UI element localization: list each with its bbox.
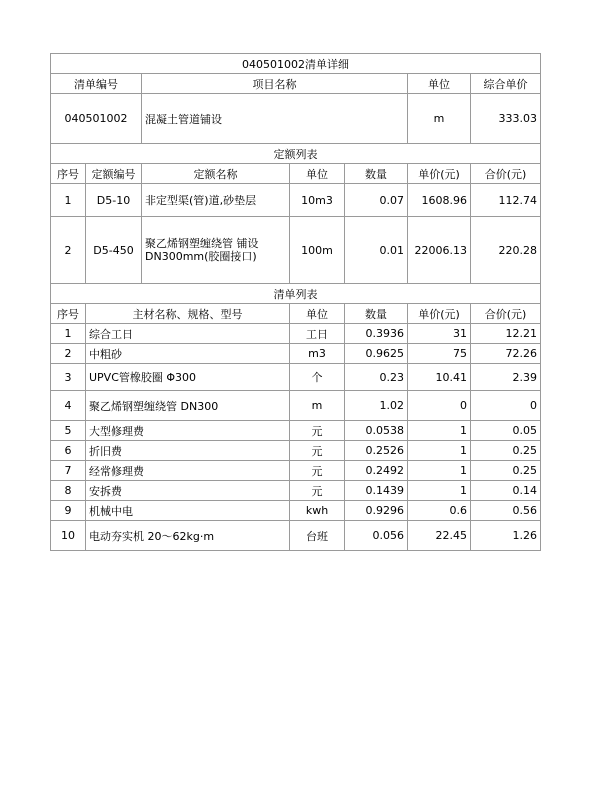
materials-section-title: 清单列表 <box>51 284 541 304</box>
quota-code: D5-450 <box>86 217 142 284</box>
material-total: 0.25 <box>471 461 541 481</box>
table-row <box>51 461 541 481</box>
table-row <box>51 421 541 441</box>
quota-unit-price: 1608.96 <box>408 184 471 217</box>
material-total: 0 <box>471 391 541 421</box>
material-name: 聚乙烯钢塑缠绕管 DN300 <box>86 391 290 421</box>
material-name: UPVC管橡胶圈 Φ300 <box>86 364 290 391</box>
material-unit-price: 75 <box>408 344 471 364</box>
material-total: 1.26 <box>471 521 541 551</box>
material-unit: 元 <box>290 461 345 481</box>
material-total: 0.56 <box>471 501 541 521</box>
material-unit: 个 <box>290 364 345 391</box>
table-row <box>51 324 541 344</box>
material-seq: 6 <box>51 441 86 461</box>
table-title: 040501002清单详细 <box>51 54 541 74</box>
material-total: 0.14 <box>471 481 541 501</box>
material-total: 72.26 <box>471 344 541 364</box>
material-qty: 0.056 <box>345 521 408 551</box>
table-row <box>51 364 541 391</box>
table-row <box>51 441 541 461</box>
materials-name-header: 主材名称、规格、型号 <box>86 304 290 324</box>
table-row <box>51 501 541 521</box>
material-unit: 元 <box>290 481 345 501</box>
material-unit: kwh <box>290 501 345 521</box>
quota-name: 非定型渠(管)道,砂垫层 <box>142 184 290 217</box>
materials-unit-header: 单位 <box>290 304 345 324</box>
materials-unit-price-header: 单价(元) <box>408 304 471 324</box>
material-unit: 台班 <box>290 521 345 551</box>
table-row <box>51 391 541 421</box>
material-seq: 9 <box>51 501 86 521</box>
quota-unit-price-header: 单价(元) <box>408 164 471 184</box>
materials-total-header: 合价(元) <box>471 304 541 324</box>
material-unit-price: 1 <box>408 441 471 461</box>
material-unit-price: 1 <box>408 461 471 481</box>
material-seq: 10 <box>51 521 86 551</box>
material-unit: m3 <box>290 344 345 364</box>
material-unit-price: 0 <box>408 391 471 421</box>
quota-seq: 1 <box>51 184 86 217</box>
material-seq: 1 <box>51 324 86 344</box>
quota-seq-header: 序号 <box>51 164 86 184</box>
quota-unit-header: 单位 <box>290 164 345 184</box>
table-row <box>51 184 541 217</box>
material-unit-price: 31 <box>408 324 471 344</box>
material-name: 安拆费 <box>86 481 290 501</box>
material-name: 中粗砂 <box>86 344 290 364</box>
quota-total: 112.74 <box>471 184 541 217</box>
bill-name-header: 项目名称 <box>142 74 408 94</box>
quota-qty: 0.07 <box>345 184 408 217</box>
material-unit-price: 10.41 <box>408 364 471 391</box>
quota-name: 聚乙烯钢塑缠绕管 铺设DN300mm(胶圈接口) <box>142 217 290 284</box>
table-row <box>51 481 541 501</box>
material-name: 综合工日 <box>86 324 290 344</box>
table-row <box>51 344 541 364</box>
material-total: 2.39 <box>471 364 541 391</box>
material-qty: 0.0538 <box>345 421 408 441</box>
material-qty: 0.2526 <box>345 441 408 461</box>
materials-seq-header: 序号 <box>51 304 86 324</box>
material-name: 电动夯实机 20～62kg·m <box>86 521 290 551</box>
bill-unit: m <box>408 94 471 144</box>
material-seq: 5 <box>51 421 86 441</box>
bill-name: 混凝土管道铺设 <box>142 94 408 144</box>
quota-code-header: 定额编号 <box>86 164 142 184</box>
quota-total: 220.28 <box>471 217 541 284</box>
material-seq: 7 <box>51 461 86 481</box>
quota-qty: 0.01 <box>345 217 408 284</box>
material-unit-price: 0.6 <box>408 501 471 521</box>
material-unit-price: 1 <box>408 481 471 501</box>
material-total: 0.05 <box>471 421 541 441</box>
material-qty: 0.9625 <box>345 344 408 364</box>
material-total: 12.21 <box>471 324 541 344</box>
quota-unit: 10m3 <box>290 184 345 217</box>
quota-total-header: 合价(元) <box>471 164 541 184</box>
material-unit: 工日 <box>290 324 345 344</box>
material-qty: 0.3936 <box>345 324 408 344</box>
material-unit-price: 1 <box>408 421 471 441</box>
material-seq: 8 <box>51 481 86 501</box>
bill-price: 333.03 <box>471 94 541 144</box>
material-name: 机械中电 <box>86 501 290 521</box>
table-row <box>51 521 541 551</box>
quota-unit: 100m <box>290 217 345 284</box>
bill-price-header: 综合单价 <box>471 74 541 94</box>
material-qty: 0.1439 <box>345 481 408 501</box>
materials-qty-header: 数量 <box>345 304 408 324</box>
quota-code: D5-10 <box>86 184 142 217</box>
material-seq: 4 <box>51 391 86 421</box>
bill-code-header: 清单编号 <box>51 74 142 94</box>
material-qty: 0.23 <box>345 364 408 391</box>
bill-unit-header: 单位 <box>408 74 471 94</box>
material-qty: 0.9296 <box>345 501 408 521</box>
material-unit: m <box>290 391 345 421</box>
table-row <box>51 217 541 284</box>
material-name: 大型修理费 <box>86 421 290 441</box>
quota-unit-price: 22006.13 <box>408 217 471 284</box>
material-unit: 元 <box>290 421 345 441</box>
quota-name-header: 定额名称 <box>142 164 290 184</box>
material-unit: 元 <box>290 441 345 461</box>
material-name: 折旧费 <box>86 441 290 461</box>
material-seq: 2 <box>51 344 86 364</box>
bill-code: 040501002 <box>51 94 142 144</box>
quota-section-title: 定额列表 <box>51 144 541 164</box>
quota-seq: 2 <box>51 217 86 284</box>
material-unit-price: 22.45 <box>408 521 471 551</box>
quota-qty-header: 数量 <box>345 164 408 184</box>
material-qty: 0.2492 <box>345 461 408 481</box>
material-seq: 3 <box>51 364 86 391</box>
material-name: 经常修理费 <box>86 461 290 481</box>
bill-detail-table <box>50 53 541 551</box>
material-qty: 1.02 <box>345 391 408 421</box>
material-total: 0.25 <box>471 441 541 461</box>
